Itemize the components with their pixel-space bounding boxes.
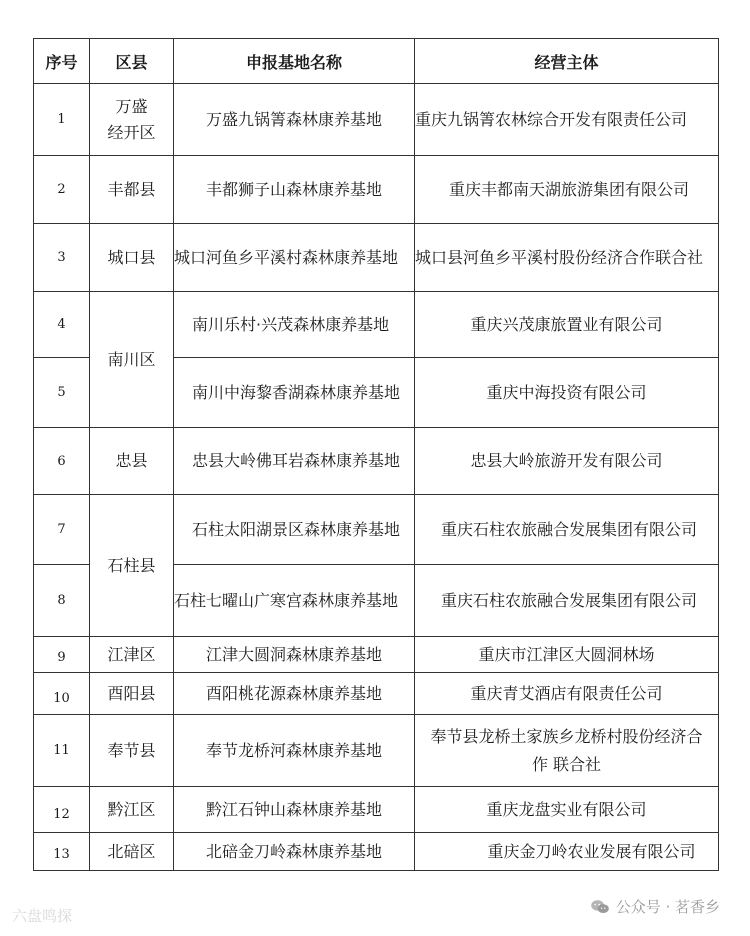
row-org: 重庆金刀岭农业发展有限公司 [415,833,719,871]
row-base: 城口河鱼乡平溪村森林康养基地 [174,224,415,292]
table-row [34,495,719,565]
row-district: 城口县 [90,224,174,292]
row-district: 丰都县 [90,156,174,224]
row-seq: 13 [34,833,90,871]
row-district: 酉阳县 [90,673,174,715]
row-district: 江津区 [90,637,174,673]
district-line-2: 经开区 [107,122,156,142]
row-base: 江津大圆洞森林康养基地 [174,637,415,673]
row-org: 重庆石柱农旅融合发展集团有限公司 [415,495,719,565]
row-district: 奉节县 [90,715,174,787]
table-row [34,637,719,673]
row-base: 丰都狮子山森林康养基地 [174,156,415,224]
table-row [34,156,719,224]
row-seq: 12 [34,787,90,833]
table-header-row [34,39,719,84]
table-row [34,833,719,871]
row-base: 南川中海黎香湖森林康养基地 [174,358,415,428]
row-base: 北碚金刀岭森林康养基地 [174,833,415,871]
table-row [34,224,719,292]
row-org: 忠县大岭旅游开发有限公司 [415,428,719,495]
row-seq: 8 [34,565,90,637]
row-seq: 5 [34,358,90,428]
row-org: 重庆九锅箐农林综合开发有限责任公司 [415,84,719,156]
row-org: 重庆丰都南天湖旅游集团有限公司 [415,156,719,224]
row-district: 南川区 [90,292,174,428]
watermark-account: 公众号 · 茗香乡 [615,898,720,916]
table-row [34,84,719,156]
row-org: 城口县河鱼乡平溪村股份经济合作联合社 [415,224,719,292]
district-line-1: 万盛 [115,96,148,116]
row-base: 石柱七曜山广寒宫森林康养基地 [174,565,415,637]
row-org: 重庆中海投资有限公司 [415,358,719,428]
table-row [34,787,719,833]
row-seq: 2 [34,156,90,224]
row-seq: 3 [34,224,90,292]
row-org: 重庆龙盘实业有限公司 [415,787,719,833]
header-base: 申报基地名称 [174,39,415,84]
row-district: 石柱县 [90,495,174,637]
row-seq: 4 [34,292,90,358]
header-district: 区县 [90,39,174,84]
watermark-left: 六盘鸣探 [12,907,73,925]
row-seq: 7 [34,495,90,565]
row-district: 北碚区 [90,833,174,871]
row-base: 酉阳桃花源森林康养基地 [174,673,415,715]
row-org: 奉节县龙桥土家族乡龙桥村股份经济合作 联合社 [415,715,719,787]
table-row [34,673,719,715]
row-base: 万盛九锅箐森林康养基地 [174,84,415,156]
row-seq: 6 [34,428,90,495]
row-org: 重庆石柱农旅融合发展集团有限公司 [415,565,719,637]
watermark-right [590,896,720,917]
header-seq: 序号 [34,39,90,84]
header-org: 经营主体 [415,39,719,84]
table-row [34,428,719,495]
row-district: 忠县 [90,428,174,495]
table-row [34,715,719,787]
row-district: 黔江区 [90,787,174,833]
forest-base-table [33,38,719,871]
row-district [90,84,174,156]
row-seq: 1 [34,84,90,156]
row-base: 石柱太阳湖景区森林康养基地 [174,495,415,565]
row-base: 南川乐村·兴茂森林康养基地 [174,292,415,358]
wechat-icon [590,899,610,915]
row-seq: 9 [34,637,90,673]
row-base: 奉节龙桥河森林康养基地 [174,715,415,787]
row-org: 重庆青艾酒店有限责任公司 [415,673,719,715]
row-org: 重庆市江津区大圆洞林场 [415,637,719,673]
row-base: 忠县大岭佛耳岩森林康养基地 [174,428,415,495]
table-row [34,292,719,358]
row-org: 重庆兴茂康旅置业有限公司 [415,292,719,358]
row-base: 黔江石钟山森林康养基地 [174,787,415,833]
row-seq: 11 [34,715,90,787]
row-seq: 10 [34,673,90,715]
